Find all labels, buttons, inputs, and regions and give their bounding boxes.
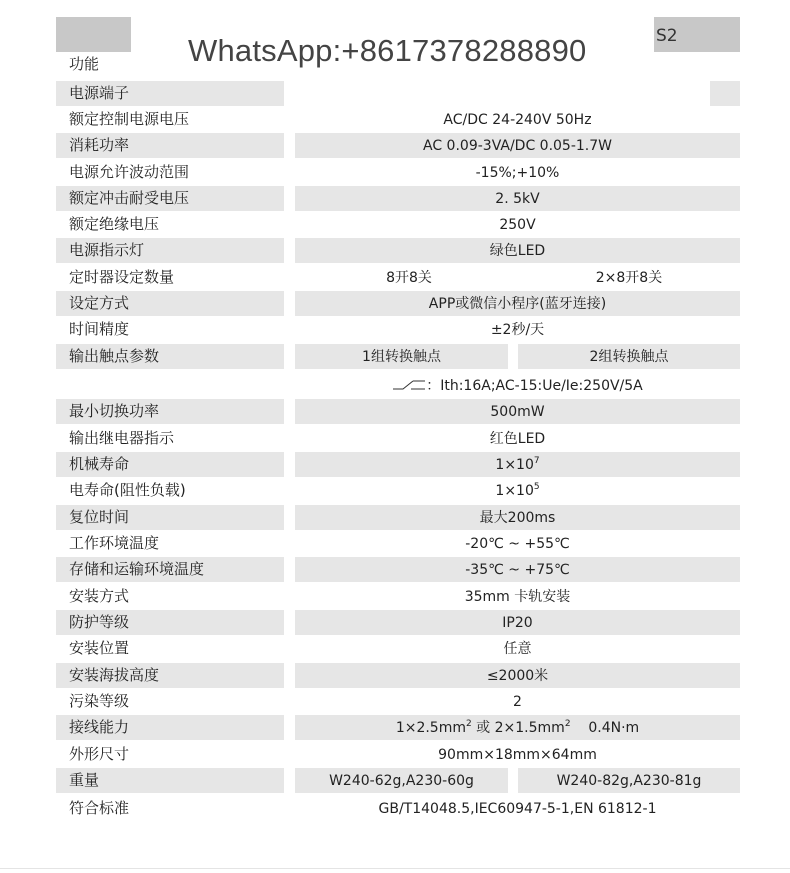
row-value: 500mW: [295, 399, 740, 424]
row-label: 外形尺寸: [69, 745, 130, 763]
row-value-exponent: 7: [533, 456, 540, 466]
spec-row-voltage-tolerance: [56, 160, 740, 185]
row-label: 定时器设定数量: [69, 268, 175, 286]
row-label: 额定冲击耐受电压: [56, 186, 284, 211]
row-label: 输出触点参数: [56, 344, 284, 369]
row-label: 最小切换功率: [56, 399, 284, 424]
spec-row-protection: [56, 610, 740, 635]
row-value-wrap: [295, 452, 740, 477]
row-value: GB/T14048.5,IEC60947-5-1,EN 61812-1: [378, 801, 657, 817]
row-value-cell: [710, 81, 740, 106]
spec-row-mounting: [56, 584, 740, 609]
header-cell-right: [654, 17, 740, 52]
spec-row-rated-voltage: [56, 107, 740, 132]
row-value: 绿色LED: [295, 238, 740, 263]
row-value: -15%;+10%: [475, 165, 560, 181]
spec-row-impulse-voltage: [56, 186, 740, 211]
spec-row-dimensions: [56, 742, 740, 767]
wiring-value-part3: 0.4N·m: [570, 720, 640, 736]
row-label: 额定控制电源电压: [69, 110, 190, 128]
row-label: 复位时间: [56, 505, 284, 530]
row-label: 额定绝缘电压: [69, 215, 160, 233]
row-value: IP20: [295, 610, 740, 635]
row-value-a: W240-62g,A230-60g: [295, 768, 508, 793]
spec-row-weight: [56, 768, 740, 793]
row-value: AC/DC 24-240V 50Hz: [443, 112, 592, 128]
spec-row-power-terminal: [56, 81, 740, 106]
spec-row-operating-temp: [56, 531, 740, 556]
row-value-a: 8开8关: [386, 270, 432, 286]
row-label: 设定方式: [56, 291, 284, 316]
row-value: ±2秒/天: [490, 322, 545, 338]
row-label: 接线能力: [56, 715, 284, 740]
row-value: ≤2000米: [295, 663, 740, 688]
row-label: 防护等级: [56, 610, 284, 635]
row-label: 安装海拔高度: [56, 663, 284, 688]
header-model-text: S2: [656, 26, 678, 46]
row-value-wrap: [295, 715, 740, 740]
wiring-exponent-2: 2: [564, 719, 571, 729]
row-label: 电寿命(阻性负载): [69, 481, 186, 499]
row-label: 消耗功率: [56, 133, 284, 158]
row-value: 90mm×18mm×64mm: [438, 747, 597, 763]
wiring-value-part1: 1×2.5mm: [395, 720, 466, 736]
wiring-value-part2: 或 2×1.5mm: [471, 720, 565, 736]
row-label: 机械寿命: [56, 452, 284, 477]
row-value: 2. 5kV: [295, 186, 740, 211]
wiring-exponent-1: 2: [466, 719, 472, 729]
spec-row-relay-indicator: [56, 426, 740, 451]
spec-row-power-consumption: [56, 133, 740, 158]
header-cell-left: [56, 17, 131, 52]
row-value: 250V: [499, 217, 536, 233]
spec-row-position: [56, 636, 740, 661]
row-value: APP或微信小程序(蓝牙连接): [295, 291, 740, 316]
spec-row-pollution: [56, 689, 740, 714]
spec-row-setting-method: [56, 291, 740, 316]
row-value-a: 1组转换触点: [295, 344, 508, 369]
row-label: 电源允许波动范围: [69, 163, 190, 181]
row-label: 重量: [56, 768, 284, 793]
spec-row-electrical-life: [56, 478, 740, 503]
row-value: 1×10: [495, 483, 534, 499]
row-label: 安装位置: [69, 639, 130, 657]
watermark-text: WhatsApp:+8617378288890: [188, 33, 587, 68]
row-label: 安装方式: [69, 587, 130, 605]
row-label: [56, 373, 284, 398]
row-label: 工作环境温度: [69, 534, 160, 552]
row-value: 最大200ms: [295, 505, 740, 530]
row-label: 电源端子: [56, 81, 284, 106]
spec-row-storage-temp: [56, 557, 740, 582]
row-value: -35℃ ~ +75℃: [295, 557, 740, 582]
row-label: 输出继电器指示: [69, 429, 175, 447]
spec-row-wiring: [56, 715, 740, 740]
spec-row-mechanical-life: [56, 452, 740, 477]
spec-row-power-indicator: [56, 238, 740, 263]
row-label: 电源指示灯: [56, 238, 284, 263]
row-value: 35mm 卡轨安装: [464, 589, 571, 605]
row-label: 污染等级: [69, 692, 130, 710]
row-value: -20℃ ~ +55℃: [465, 536, 570, 552]
spec-row-contact-rating: [56, 373, 740, 398]
row-value: 任意: [503, 641, 532, 657]
spec-row-time-accuracy: [56, 317, 740, 342]
row-value: AC 0.09-3VA/DC 0.05-1.7W: [295, 133, 740, 158]
row-value: 红色LED: [489, 431, 546, 447]
row-value: ：Ith:16A;AC-15:Ue/Ie:250V/5A: [426, 378, 643, 394]
row-value: 2: [513, 694, 522, 710]
row-value-wrap: [295, 478, 740, 503]
spec-row-altitude: [56, 663, 740, 688]
page-bottom-divider: [0, 868, 790, 869]
changeover-contact-symbol-icon: [392, 379, 426, 391]
row-value-b: 2×8开8关: [595, 270, 663, 286]
spec-row-standards: [56, 796, 740, 821]
spec-row-insulation-voltage: [56, 212, 740, 237]
row-value-wrap: [295, 373, 740, 398]
row-label: 存储和运输环境温度: [56, 557, 284, 582]
row-label: 时间精度: [69, 320, 130, 338]
row-value: 1×10: [495, 457, 534, 473]
row-label: 功能: [69, 55, 100, 73]
spec-row-timer-count: [56, 265, 740, 290]
row-label: 符合标准: [69, 799, 130, 817]
row-value-b: W240-82g,A230-81g: [518, 768, 740, 793]
spec-row-reset-time: [56, 505, 740, 530]
row-value-exponent: 5: [533, 482, 540, 492]
row-value-b: 2组转换触点: [518, 344, 740, 369]
spec-row-output-contacts: [56, 344, 740, 369]
spec-row-min-switching-power: [56, 399, 740, 424]
